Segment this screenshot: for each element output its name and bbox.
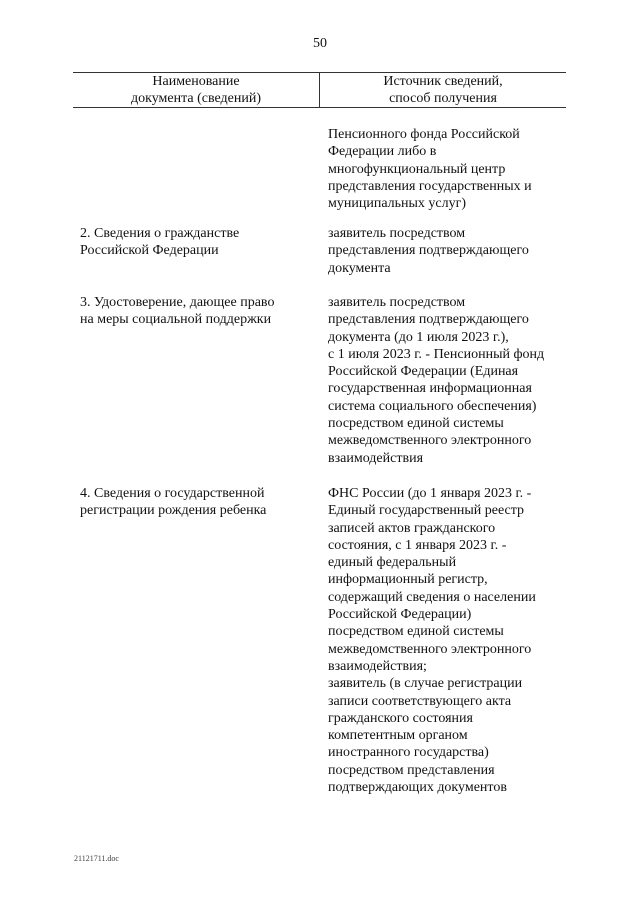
column-header-source: Источник сведений, способ получения <box>383 74 503 106</box>
page-number: 50 <box>313 36 327 51</box>
row-2-name: 3. Удостоверение, дающее право на меры социальной поддержки <box>80 295 275 328</box>
row-3-name: 4. Сведения о государственной регистрации рождения ребенка <box>80 486 267 519</box>
row-3-source: ФНС России (до 1 января 2023 г. - Единый государственный реестр записей актов гражданского состояния, с 1 января 2023 г. - единый федеральный информационный регистр, содержащий сведения о населении Российской Федерации) посредством единой системы межведомственного электронного взаимодействия; заявитель (в случае регистрации записи соответствующего акта гражданского состояния компетентным органом иностранного государства) посредством представления подтверждающих документов <box>328 486 536 796</box>
document-footer: 21121711.doc <box>74 854 119 863</box>
row-2-source: заявитель посредством представления подтверждающего документа (до 1 июля 2023 г.), с 1 июля 2023 г. - Пенсионный фонд Российской Федерации (Единая государственная информационная система социального обеспечения) посредством единой системы межведомственного электронного взаимодействия <box>328 295 545 466</box>
row-0-source: Пенсионного фонда Российской Федерации либо в многофункциональный центр представления государственных и муниципальных услуг) <box>328 127 532 212</box>
header-bottom-border <box>73 107 566 108</box>
row-1-source: заявитель посредством представления подтверждающего документа <box>328 226 529 276</box>
row-1-name: 2. Сведения о гражданстве Российской Федерации <box>80 226 240 259</box>
column-header-name: Наименование документа (сведений) <box>130 74 262 106</box>
